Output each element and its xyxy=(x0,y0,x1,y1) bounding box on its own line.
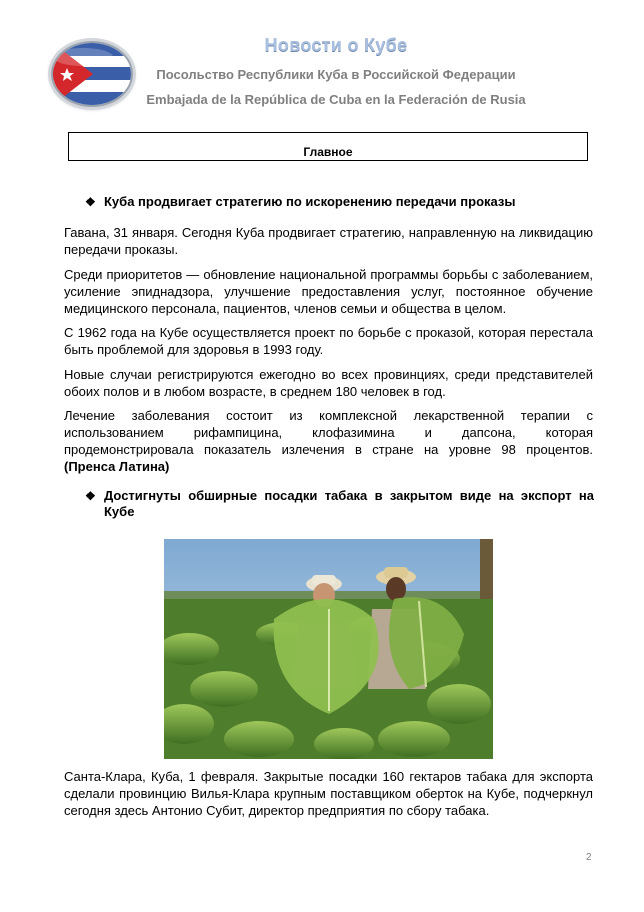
article-source: (Пренса Латина) xyxy=(64,459,170,474)
article-headline-text: Достигнуты обширные посадки табака в закрытом виде на экспорт на Кубе xyxy=(104,488,594,519)
article-paragraph xyxy=(64,407,593,475)
page-number: 2 xyxy=(586,852,592,863)
article-headline xyxy=(85,488,594,520)
article-paragraph: С 1962 года на Кубе осуществляется проект по борьбе с проказой, которая перестала быть проблемой для здоровья в 1993 году. xyxy=(64,325,593,357)
paragraph-text: Лечение заболевания состоит из комплексной лекарственной терапии с использованием рифампицина, клофазимина и дапсона, которая продемонстрировала показатель излечения в стране на уровне 98 процентов. xyxy=(64,408,593,457)
article-paragraph: Гавана, 31 января. Сегодня Куба продвигает стратегию, направленную на ликвидацию передачи проказы. xyxy=(64,225,593,257)
embassy-subtitle-es: Embajada de la República de Cuba en la Federación de Rusia xyxy=(146,92,526,107)
diamond-bullet-icon: ❖ xyxy=(85,489,96,503)
section-heading-box xyxy=(68,132,588,161)
embassy-subtitle-ru: Посольство Республики Куба в Российской Федерации xyxy=(156,67,516,82)
paragraph-text: Среди приоритетов — обновление национальной программы борьбы с заболеванием, усиление эпиднадзора, улучшение предоставления услуг, постоянное обучение медицинского персонала, пациентов, членов семьи и общества в целом. xyxy=(64,267,593,316)
site-title: Новости о Кубе xyxy=(264,35,408,55)
photo-caption: Санта-Клара, Куба, 1 февраля. Закрытые посадки 160 гектаров табака для экспорта сделали провинцию Вилья-Клара крупным поставщиком оберток на Кубе, подчеркнул сегодня здесь Антонио Субит, директор предприятия по сбору табака. xyxy=(64,769,593,818)
article-headline xyxy=(85,194,594,210)
article-paragraph: Новые случаи регистрируются ежегодно во всех провинциях, среди представителей обоих полов и в любом возрасте, в среднем 180 человек в год. xyxy=(64,367,593,399)
article-headline-text: Куба продвигает стратегию по искоренению передачи проказы xyxy=(104,194,516,209)
article-paragraph xyxy=(64,266,593,317)
diamond-bullet-icon: ❖ xyxy=(85,195,96,209)
section-heading-label: Главное xyxy=(303,145,353,159)
tobacco-field-photo xyxy=(164,539,493,759)
